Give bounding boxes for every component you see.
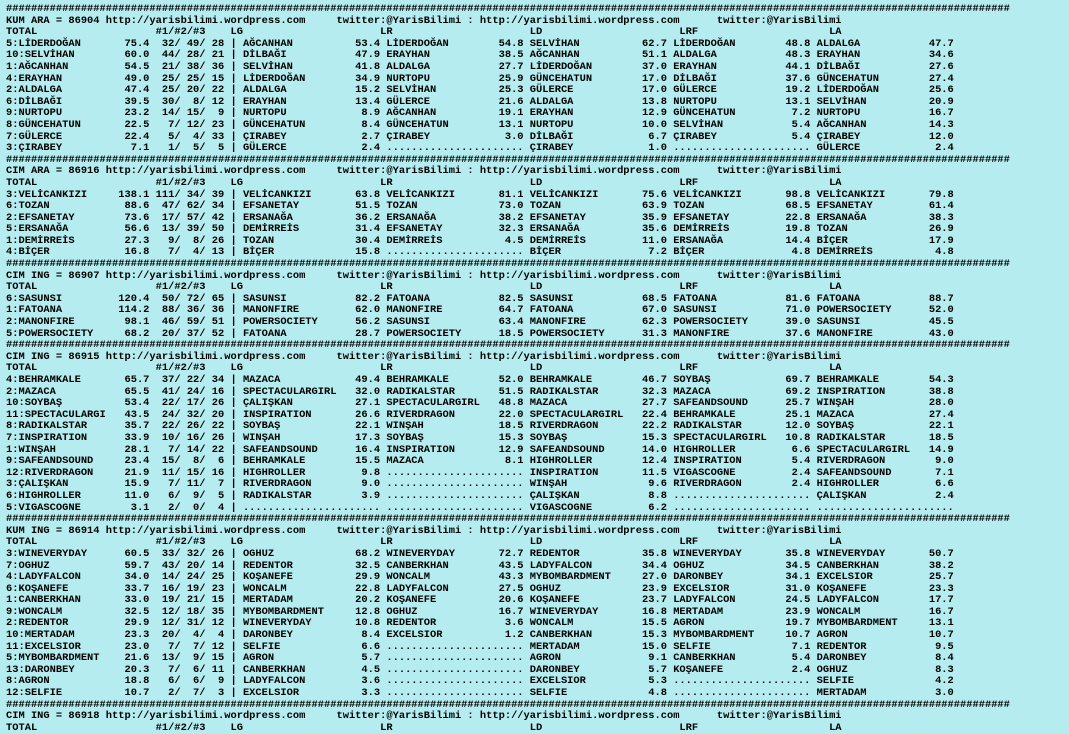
separator-line: ################################################################################################################################################################# [6,258,1010,271]
horse-row-line: 4:LADYFALCON 34.0 14/ 24/ 25 | KOŞANEFE 29.9 WONCALM 43.3 MYBOMBARDMENT 27.0 DARONBEY 34.1 EXCELSIOR 25.7 [6,571,954,584]
horse-row-line: 10:SOYBAŞ 53.4 22/ 17/ 26 | ÇALIŞKAN 27.1 SPECTACULARGIRL 48.8 MAZACA 27.7 SAFEANDSOUND 25.7 WINŞAH 28.0 [6,397,954,410]
race-header-line: CIM ING = 86915 http://yarisbilimi.wordpress.com twitter:@YarisBilimi : http://yarisbilimi.wordpress.com twitter:@YarisBilimi [6,350,842,363]
horse-row-line: 4:ERAYHAN 49.0 25/ 25/ 15 | LİDERDOĞAN 34.9 NURTOPU 25.9 GÜNCEHATUN 17.0 DİLBAĞI 37.6 GÜNCEHATUN 27.4 [6,72,954,85]
separator-line: ################################################################################################################################################################# [6,698,1010,711]
horse-row-line: 9:WONCALM 32.5 12/ 18/ 35 | MYBOMBARDMENT 12.8 OGHUZ 16.7 WINEVERYDAY 16.8 MERTADAM 23.9 WONCALM 16.7 [6,605,954,618]
horse-row-line: 3:VELİCANKIZI 138.1 111/ 34/ 39 | VELİCANKIZI 63.8 VELİCANKIZI 81.1 VELİCANKIZI 75.6 VELİCANKIZI 98.8 VELİCANKIZI 79.8 [6,188,954,201]
horse-row-line: 1:AĞCANHAN 54.5 21/ 38/ 36 | SELVİHAN 41.8 ALDALGA 27.7 LİDERDOĞAN 37.0 ERAYHAN 44.1 DİLBAĞI 27.6 [6,60,954,73]
column-header-line: TOTAL #1/#2/#3 LG LR LD LRF LA [6,721,842,734]
horse-row-line: 6:KOŞANEFE 33.7 16/ 19/ 23 | WONCALM 22.8 LADYFALCON 27.5 OGHUZ 23.9 EXCELSIOR 31.0 KOŞANEFE 23.3 [6,582,954,595]
horse-row-line: 1:FATOANA 114.2 88/ 36/ 36 | MANONFIRE 62.0 MANONFIRE 64.7 FATOANA 67.0 SASUNSI 71.0 POWERSOCIETY 52.0 [6,304,954,317]
separator-line: ################################################################################################################################################################# [6,339,1010,352]
horse-row-line: 1:CANBERKHAN 33.0 19/ 21/ 15 | MERTADAM 20.2 KOŞANEFE 20.6 KOŞANEFE 23.7 LADYFALCON 24.5 LADYFALCON 17.7 [6,594,954,607]
horse-row-line: 7:OGHUZ 59.7 43/ 20/ 14 | REDENTOR 32.5 CANBERKHAN 43.5 LADYFALCON 34.4 OGHUZ 34.5 CANBERKHAN 38.2 [6,559,954,572]
horse-row-line: 8:AGRON 18.8 6/ 6/ 9 | LADYFALCON 3.6 ...................... EXCELSIOR 5.3 ...................... SELFIE 4.2 [6,675,954,688]
horse-row-line: 5:LİDERDOĞAN 75.4 32/ 49/ 28 | AĞCANHAN 53.4 LİDERDOĞAN 54.8 SELVİHAN 62.7 LİDERDOĞAN 48.8 ALDALGA 47.7 [6,37,954,50]
column-header-line: TOTAL #1/#2/#3 LG LR LD LRF LA [6,26,842,39]
horse-row-line: 8:RADIKALSTAR 35.7 22/ 26/ 22 | SOYBAŞ 22.1 WINŞAH 18.5 RIVERDRAGON 22.2 RADIKALSTAR 12.0 SOYBAŞ 22.1 [6,420,954,433]
horse-row-line: 1:DEMİRREİS 27.3 9/ 8/ 26 | TOZAN 30.4 DEMİRREİS 4.5 DEMİRREİS 11.0 ERSANAĞA 14.4 BİÇER 17.9 [6,234,954,247]
horse-row-line: 12:RIVERDRAGON 21.9 11/ 15/ 16 | HIGHROLLER 9.8 ...................... INSPIRATION 11.5 VIGASCOGNE 2.4 SAFEANDSOUND 7.1 [6,466,954,479]
horse-row-line: 3:WINEVERYDAY 60.5 33/ 32/ 26 | OGHUZ 68.2 WINEVERYDAY 72.7 REDENTOR 35.8 WINEVERYDAY 35.8 WINEVERYDAY 50.7 [6,547,954,560]
horse-row-line: 8:GÜNCEHATUN 22.5 7/ 12/ 23 | GÜNCEHATUN 8.4 GÜNCEHATUN 13.1 NURTOPU 10.0 SELVİHAN 5.4 AĞCANHAN 14.3 [6,118,954,131]
separator-line: ################################################################################################################################################################# [6,513,1010,526]
horse-row-line: 5:VIGASCOGNE 3.1 2/ 0/ 4 | ...................... ...................... VIGASCOGNE 6.2 ...................... ...................... [6,501,954,514]
horse-row-line: 2:MAZACA 65.5 41/ 24/ 16 | SPECTACULARGIRL 32.0 RADIKALSTAR 51.5 RADIKALSTAR 32.3 MAZACA 69.2 INSPIRATION 38.8 [6,385,954,398]
race-header-line: CIM ARA = 86916 http://yarisbilimi.wordpress.com twitter:@YarisBilimi : http://yarisbilimi.wordpress.com twitter:@YarisBilimi [6,165,842,178]
horse-row-line: 7:GÜLERCE 22.4 5/ 4/ 33 | ÇIRABEY 2.7 ÇIRABEY 3.0 DİLBAĞI 6.7 ÇIRABEY 5.4 ÇIRABEY 12.0 [6,130,954,143]
horse-row-line: 4:BİÇER 16.8 7/ 4/ 13 | BİÇER 15.8 ...................... BİÇER 7.2 BİÇER 4.8 DEMİRREİS 4.8 [6,246,954,259]
horse-row-line: 9:SAFEANDSOUND 23.4 15/ 8/ 6 | BEHRAMKALE 15.5 MAZACA 8.1 HIGHROLLER 12.4 INSPIRATION 5.4 RIVERDRAGON 9.0 [6,455,954,468]
race-header-line: CIM ING = 86907 http://yarisbilimi.wordpress.com twitter:@YarisBilimi : http://yarisbilimi.wordpress.com twitter:@YarisBilimi [6,269,842,282]
horse-row-line: 12:SELFIE 10.7 2/ 7/ 3 | EXCELSIOR 3.3 ...................... SELFIE 4.8 ...................... MERTADAM 3.0 [6,687,954,700]
horse-row-line: 6:HIGHROLLER 11.0 6/ 9/ 5 | RADIKALSTAR 3.9 ...................... ÇALIŞKAN 8.8 ...................... ÇALIŞKAN 2.4 [6,489,954,502]
race-header-line: CIM ING = 86918 http://yarisbilimi.wordpress.com twitter:@YarisBilimi : http://yarisbilimi.wordpress.com twitter:@YarisBilimi [6,710,842,723]
horse-row-line: 13:DARONBEY 20.3 7/ 6/ 11 | CANBERKHAN 4.5 ...................... DARONBEY 5.7 KOŞANEFE 2.4 OGHUZ 8.3 [6,663,954,676]
horse-row-line: 2:ALDALGA 47.4 25/ 20/ 22 | ALDALGA 15.2 SELVİHAN 25.3 GÜLERCE 17.0 GÜLERCE 19.2 LİDERDOĞAN 25.6 [6,84,954,97]
horse-row-line: 6:TOZAN 88.6 47/ 62/ 34 | EFSANETAY 51.5 TOZAN 73.0 TOZAN 63.9 TOZAN 68.5 EFSANETAY 61.4 [6,200,954,213]
horse-row-line: 6:SASUNSI 120.4 50/ 72/ 65 | SASUNSI 82.2 FATOANA 82.5 SASUNSI 68.5 FATOANA 81.6 FATOANA 88.7 [6,292,954,305]
horse-row-line: 2:EFSANETAY 73.6 17/ 57/ 42 | ERSANAĞA 36.2 ERSANAĞA 38.2 EFSANETAY 35.9 EFSANETAY 22.8 ERSANAĞA 38.3 [6,211,954,224]
horse-row-line: 4:BEHRAMKALE 65.7 37/ 22/ 34 | MAZACA 49.4 BEHRAMKALE 52.0 BEHRAMKALE 46.7 SOYBAŞ 69.7 BEHRAMKALE 54.3 [6,374,954,386]
horse-row-line: 6:DİLBAĞI 39.5 30/ 8/ 12 | ERAYHAN 13.4 GÜLERCE 21.6 ALDALGA 13.8 NURTOPU 13.1 SELVİHAN 20.9 [6,95,954,108]
race-header-line: KUM ARA = 86904 http://yarisbilimi.wordpress.com twitter:@YarisBilimi : http://yarisbilimi.wordpress.com twitter:@YarisBilimi [6,14,842,27]
horse-row-line: 9:NURTOPU 23.2 14/ 15/ 9 | NURTOPU 8.9 AĞCANHAN 19.1 ERAYHAN 12.9 GÜNCEHATUN 7.2 NURTOPU 16.7 [6,107,954,120]
separator-line: ################################################################################################################################################################# [6,153,1010,166]
horse-row-line: 5:MYBOMBARDMENT 21.6 13/ 9/ 15 | AGRON 5.7 ...................... AGRON 9.1 CANBERKHAN 5.4 DARONBEY 8.4 [6,652,954,665]
horse-row-line: 1:WINŞAH 28.1 7/ 14/ 22 | SAFEANDSOUND 16.4 INSPIRATION 12.9 SAFEANDSOUND 14.0 HIGHROLLER 6.6 SPECTACULARGIRL 14.9 [6,443,954,456]
horse-row-line: 3:ÇIRABEY 7.1 1/ 5/ 5 | GÜLERCE 2.4 ...................... ÇIRABEY 1.0 ...................... GÜLERCE 2.4 [6,142,954,155]
race-header-line: KUM ING = 86914 http://yarisbilimi.wordpress.com twitter:@YarisBilimi : http://yarisbilimi.wordpress.com twitter:@YarisBilimi [6,524,842,537]
horse-row-line: 11:SPECTACULARGI 43.5 24/ 32/ 20 | INSPIRATION 26.6 RIVERDRAGON 22.0 SPECTACULARGIRL 22.4 BEHRAMKALE 25.1 MAZACA 27.4 [6,408,954,421]
column-header-line: TOTAL #1/#2/#3 LG LR LD LRF LA [6,176,842,189]
horse-row-line: 7:INSPIRATION 33.9 10/ 16/ 26 | WINŞAH 17.3 SOYBAŞ 15.3 SOYBAŞ 15.3 SPECTACULARGIRL 10.8 RADIKALSTAR 18.5 [6,431,954,444]
horse-row-line: 2:MANONFIRE 98.1 46/ 59/ 51 | POWERSOCIETY 56.2 SASUNSI 63.4 MANONFIRE 62.3 POWERSOCIETY 39.0 SASUNSI 45.5 [6,316,954,329]
separator-line: ################################################################################################################################################################# [6,3,1010,15]
horse-row-line: 2:REDENTOR 29.9 12/ 31/ 12 | WINEVERYDAY 10.8 REDENTOR 3.6 WONCALM 15.5 AGRON 19.7 MYBOMBARDMENT 13.1 [6,617,954,630]
horse-row-line: 10:MERTADAM 23.3 20/ 4/ 4 | DARONBEY 8.4 EXCELSIOR 1.2 CANBERKHAN 15.3 MYBOMBARDMENT 10.7 AGRON 10.7 [6,629,954,642]
horse-row-line: 5:ERSANAĞA 56.6 13/ 39/ 50 | DEMİRREİS 31.4 EFSANETAY 32.3 ERSANAĞA 35.6 DEMİRREİS 19.8 TOZAN 26.9 [6,223,954,236]
horse-row-line: 10:SELVİHAN 60.0 44/ 28/ 21 | DİLBAĞI 47.9 ERAYHAN 38.5 AĞCANHAN 51.1 ALDALGA 48.3 ERAYHAN 34.6 [6,49,954,62]
column-header-line: TOTAL #1/#2/#3 LG LR LD LRF LA [6,281,842,294]
column-header-line: TOTAL #1/#2/#3 LG LR LD LRF LA [6,536,842,549]
column-header-line: TOTAL #1/#2/#3 LG LR LD LRF LA [6,362,842,375]
horse-row-line: 3:ÇALIŞKAN 15.9 7/ 11/ 7 | RIVERDRAGON 9.0 ...................... WINŞAH 9.6 RIVERDRAGON 2.4 HIGHROLLER 6.6 [6,478,954,491]
horse-row-line: 5:POWERSOCIETY 68.2 20/ 37/ 52 | FATOANA 28.7 POWERSOCIETY 18.5 POWERSOCIETY 31.3 MANONFIRE 37.6 MANONFIRE 43.0 [6,327,954,340]
horse-row-line: 11:EXCELSIOR 23.0 7/ 7/ 12 | SELFIE 6.6 ...................... MERTADAM 15.0 SELFIE 7.1 REDENTOR 9.5 [6,640,954,653]
